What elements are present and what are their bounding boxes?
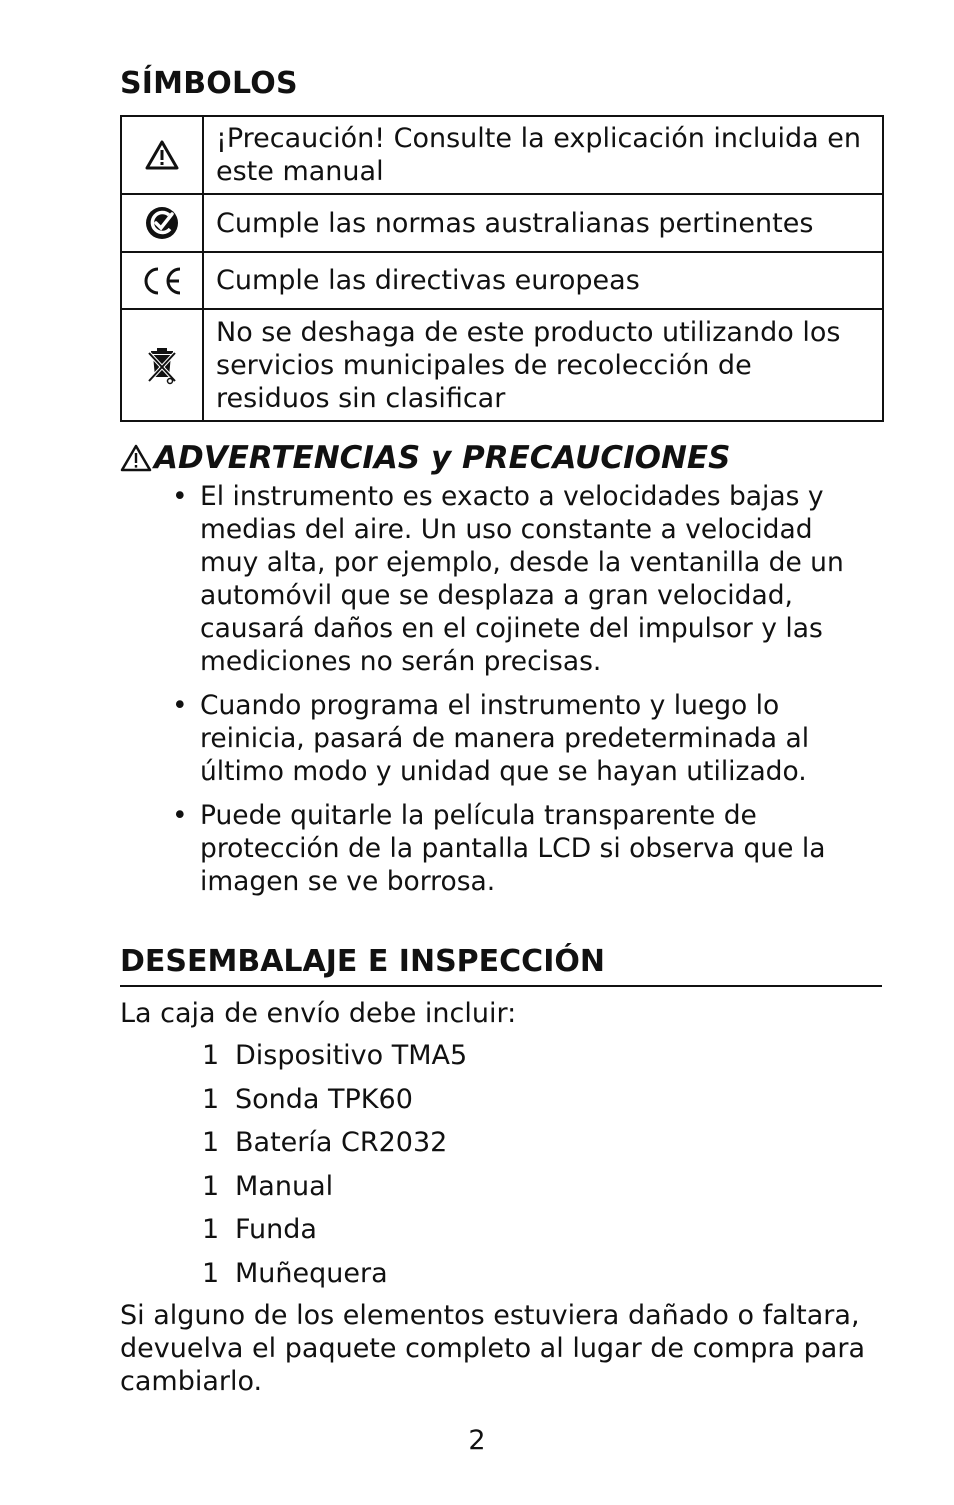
contents-intro: La caja de envío debe incluir:	[120, 998, 517, 1029]
symbol-icon-cell	[121, 194, 203, 252]
item-quantity: 1	[202, 1083, 220, 1115]
symbol-icon-cell	[121, 252, 203, 309]
item-name: Batería CR2032	[235, 1127, 448, 1159]
warnings-heading-text: ADVERTENCIAS y PRECAUCIONES	[154, 440, 731, 476]
item-name: Manual	[235, 1170, 334, 1202]
contents-item	[202, 1170, 467, 1214]
ce-mark-icon	[140, 265, 184, 297]
contents-item	[202, 1126, 467, 1170]
item-name: Funda	[235, 1214, 317, 1246]
warnings-list	[170, 480, 850, 909]
symbol-icon-cell	[121, 116, 203, 194]
symbols-table	[120, 115, 884, 422]
symbol-row	[121, 116, 883, 194]
contents-item	[202, 1257, 467, 1301]
warnings-heading	[120, 440, 730, 476]
item-quantity: 1	[202, 1257, 220, 1289]
c-tick-mark-icon	[144, 205, 180, 241]
symbol-row	[121, 194, 883, 252]
contents-item	[202, 1083, 467, 1127]
contents-list	[202, 1039, 467, 1301]
warning-item: • Cuando programa el instrumento y luego lo reinicia, pasará de manera predeterminada al último modo y unidad que se hayan utilizado.	[170, 689, 850, 788]
symbol-row	[121, 309, 883, 421]
warning-item: • Puede quitarle la película transparente de protección de la pantalla LCD si observa que la imagen se ve borrosa.	[170, 799, 850, 898]
contents-item	[202, 1213, 467, 1257]
symbol-description: ¡Precaución! Consulte la explicación incluida en este manual	[203, 116, 883, 194]
symbol-description: No se deshaga de este producto utilizando los servicios municipales de recolección de residuos sin clasificar	[203, 309, 883, 421]
caution-triangle-icon	[120, 444, 152, 472]
symbols-heading: SÍMBOLOS	[120, 66, 298, 101]
item-name: Dispositivo TMA5	[235, 1040, 468, 1071]
item-name: Sonda TPK60	[235, 1083, 413, 1115]
item-quantity: 1	[202, 1127, 220, 1159]
item-quantity: 1	[202, 1040, 220, 1071]
unpacking-heading: DESEMBALAJE E INSPECCIÓN	[120, 944, 882, 987]
symbol-icon-cell	[121, 309, 203, 421]
warning-item: • El instrumento es exacto a velocidades bajas y medias del aire. Un uso constante a velocidad muy alta, por ejemplo, desde la ventanilla de un automóvil que se desplaza a gran velocidad, causará daños en el cojinete del impulsor y las mediciones no serán precisas.	[170, 480, 850, 678]
item-name: Muñequera	[235, 1257, 388, 1289]
symbol-description: Cumple las normas australianas pertinentes	[203, 194, 883, 252]
symbol-description: Cumple las directivas europeas	[203, 252, 883, 309]
caution-triangle-icon	[145, 140, 179, 170]
item-quantity: 1	[202, 1170, 220, 1202]
crossed-bin-icon	[147, 345, 177, 385]
item-quantity: 1	[202, 1214, 220, 1246]
symbol-row	[121, 252, 883, 309]
contents-item	[202, 1039, 467, 1083]
return-instructions: Si alguno de los elementos estuviera dañado o faltara, devuelva el paquete completo al lugar de compra para cambiarlo.	[120, 1300, 865, 1397]
page-number: 2	[468, 1425, 486, 1456]
